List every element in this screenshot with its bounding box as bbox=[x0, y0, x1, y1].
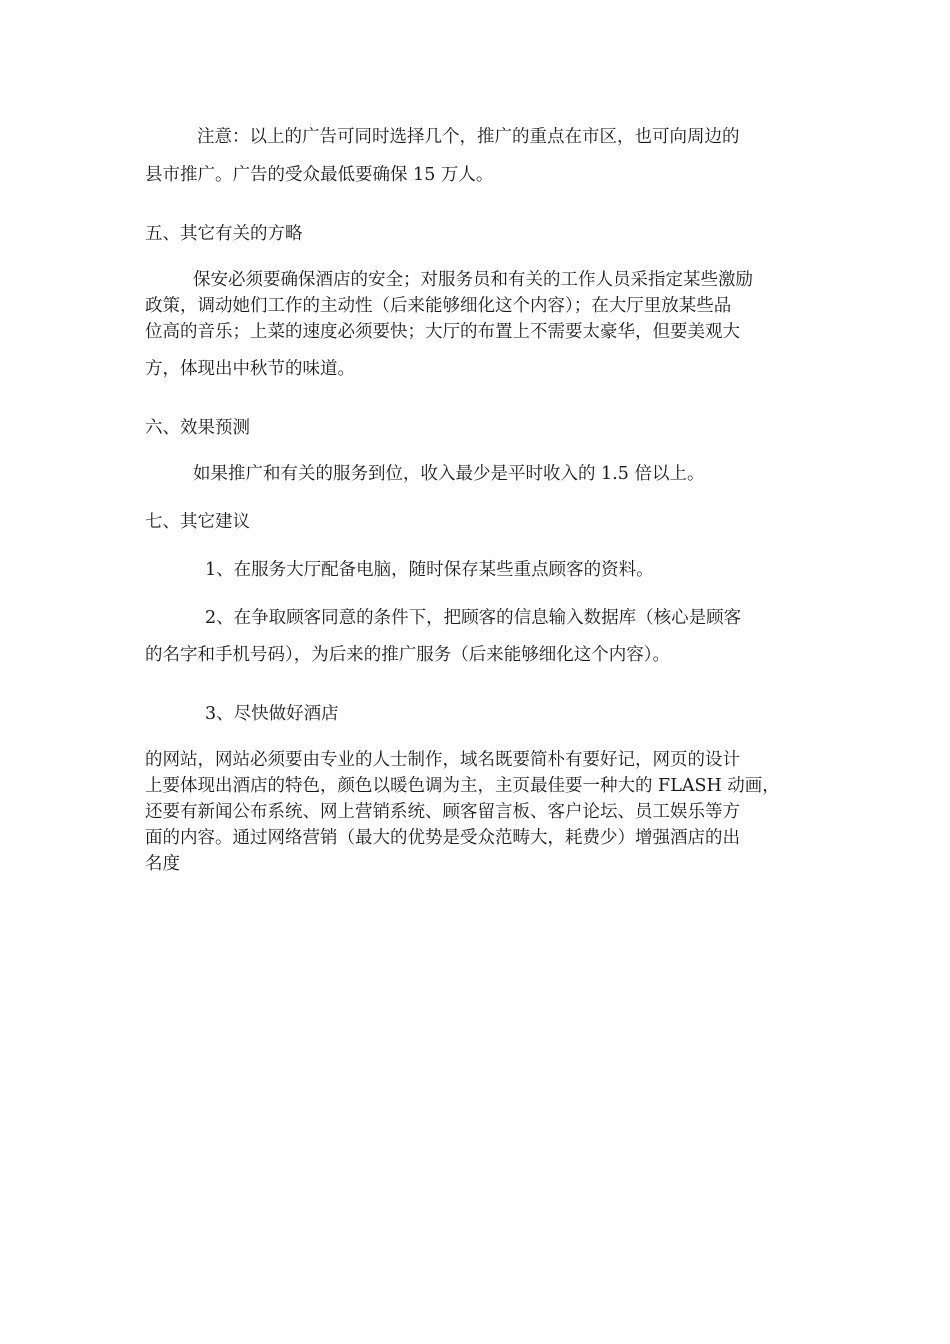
suggestion-3-line-3: 还要有新闻公布系统、网上营销系统、顾客留言板、客户论坛、员工娱乐等方 bbox=[145, 802, 740, 822]
suggestion-3-line-4: 面的内容。通过网络营销（最大的优势是受众范畴大，耗费少）增强酒店的出 bbox=[145, 828, 740, 848]
note-line-2: 县市推广。广告的受众最低要确保 15 万人。 bbox=[145, 165, 494, 185]
section5-line-3: 位高的音乐；上菜的速度必须要快；大厅的布置上不需要太豪华，但要美观大 bbox=[145, 322, 740, 342]
note-line-1: 注意：以上的广告可同时选择几个，推广的重点在市区，也可向周边的 bbox=[197, 127, 740, 147]
section5-line-4: 方，体现出中秋节的味道。 bbox=[145, 359, 355, 379]
suggestion-2-line-1: 2、在争取顾客同意的条件下，把顾客的信息输入数据库（核心是顾客 bbox=[205, 608, 742, 628]
suggestion-3-line-2: 上要体现出酒店的特色，颜色以暖色调为主，主页最佳要一种大的 FLASH 动画， bbox=[145, 776, 780, 796]
section-heading-6: 六、效果预测 bbox=[145, 418, 250, 438]
section5-line-2: 政策，调动她们工作的主动性（后来能够细化这个内容）；在大厅里放某些品 bbox=[145, 296, 732, 316]
section-heading-7: 七、其它建议 bbox=[145, 512, 250, 532]
suggestion-3-line-1: 的网站，网站必须要由专业的人士制作，域名既要简朴有要好记，网页的设计 bbox=[145, 750, 740, 770]
suggestion-1: 1、在服务大厅配备电脑，随时保存某些重点顾客的资料。 bbox=[205, 560, 654, 580]
suggestion-3-heading: 3、尽快做好酒店 bbox=[205, 704, 339, 724]
section5-line-1: 保安必须要确保酒店的安全；对服务员和有关的工作人员采指定某些激励 bbox=[193, 270, 753, 290]
suggestion-3-line-5: 名度 bbox=[145, 854, 180, 874]
section6-line-1: 如果推广和有关的服务到位，收入最少是平时收入的 1.5 倍以上。 bbox=[193, 464, 705, 484]
section-heading-5: 五、其它有关的方略 bbox=[145, 224, 303, 244]
suggestion-2-line-2: 的名字和手机号码），为后来的推广服务（后来能够细化这个内容）。 bbox=[145, 645, 670, 665]
